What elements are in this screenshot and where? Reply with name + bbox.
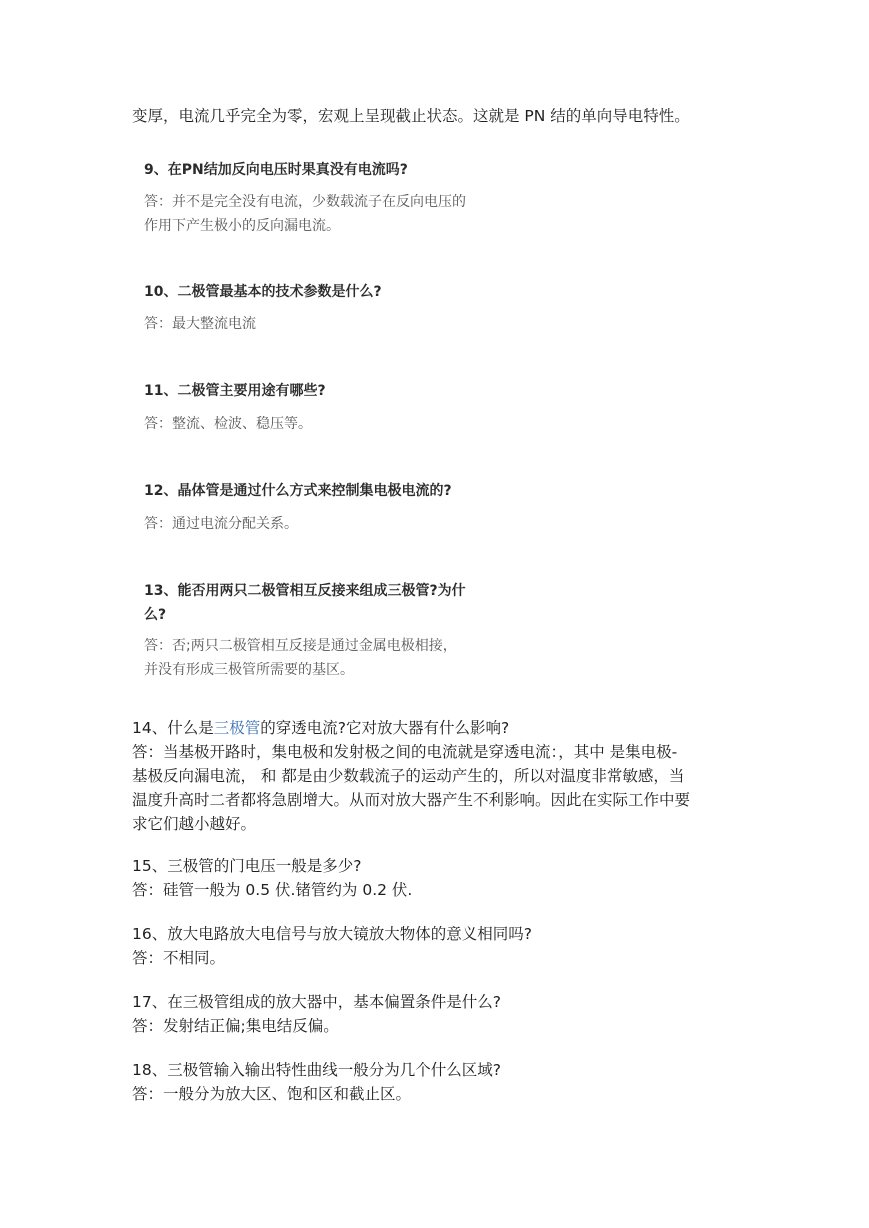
q13-answer-line-2: 并没有形成三极管所需要的基区。: [144, 662, 354, 678]
q17-question: 17、在三极管组成的放大器中，基本偏置条件是什么?: [132, 993, 501, 1011]
q16-answer: 答：不相同。: [132, 949, 226, 967]
q14-question-suffix: 的穿透电流?它对放大器有什么影响?: [260, 719, 510, 737]
q13-question-line-1: 13、能否用两只二极管相互反接来组成三极管?为什: [144, 583, 466, 599]
q10-answer: 答：最大整流电流: [144, 316, 256, 332]
q15-question: 15、三极管的门电压一般是多少?: [132, 857, 362, 875]
q14-answer-line-2: 基极反向漏电流， 和 都是由少数载流子的运动产生的，所以对温度非常敏感，当: [132, 767, 685, 785]
q14-answer-line-4: 求它们越小越好。: [132, 815, 257, 833]
q14-answer-line-1: 答：当基极开路时，集电极和发射极之间的电流就是穿透电流：，其中 是集电极-: [132, 743, 678, 761]
q11-answer: 答：整流、检波、稳压等。: [144, 416, 312, 432]
q9-question: 9、在PN结加反向电压时果真没有电流吗?: [144, 162, 408, 178]
q12-answer: 答：通过电流分配关系。: [144, 516, 298, 532]
q14-answer-line-3: 温度升高时二者都将急剧增大。从而对放大器产生不利影响。因此在实际工作中要: [132, 791, 691, 809]
q14-question-prefix: 14、什么是: [132, 719, 214, 737]
q18-answer: 答：一般分为放大区、饱和区和截止区。: [132, 1085, 412, 1103]
q13-question-line-2: 么?: [144, 607, 167, 623]
q9-answer-line-2: 作用下产生极小的反向漏电流。: [144, 218, 340, 234]
q9-answer-line-1: 答：并不是完全没有电流，少数载流子在反向电压的: [144, 194, 466, 210]
q10-question: 10、二极管最基本的技术参数是什么?: [144, 284, 382, 300]
q14-question: [132, 716, 509, 740]
q14-link-sanjiguan[interactable]: 三极管: [213, 719, 261, 737]
q15-answer: 答：硅管一般为 0.5 伏.锗管约为 0.2 伏.: [132, 881, 413, 899]
top-line: 变厚，电流几乎完全为零，宏观上呈现截止状态。这就是 PN 结的单向导电特性。: [132, 107, 690, 125]
q17-answer: 答：发射结正偏;集电结反偏。: [132, 1017, 339, 1035]
q16-question: 16、放大电路放大电信号与放大镜放大物体的意义相同吗?: [132, 925, 532, 943]
embedded-qa-image: [132, 148, 512, 693]
q12-question: 12、晶体管是通过什么方式来控制集电极电流的?: [144, 483, 452, 499]
q18-question: 18、三极管输入输出特性曲线一般分为几个什么区域?: [132, 1061, 501, 1079]
q11-question: 11、二极管主要用途有哪些?: [144, 383, 326, 399]
q13-answer-line-1: 答：否;两只二极管相互反接是通过金属电极相接，: [144, 638, 457, 654]
